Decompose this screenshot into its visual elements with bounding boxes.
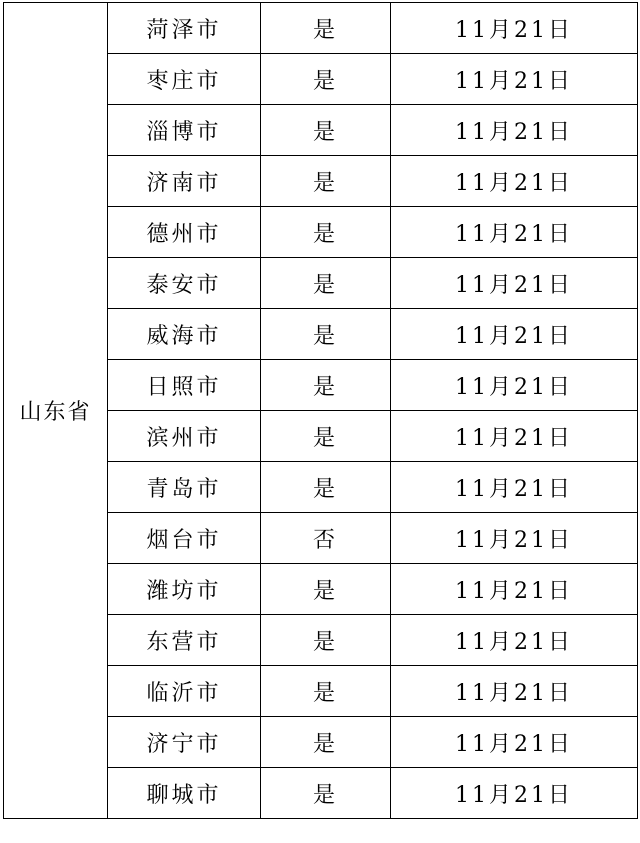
city-cell: 临沂市 (108, 666, 261, 717)
city-cell: 菏泽市 (108, 3, 261, 54)
date-cell: 11月21日 (391, 564, 638, 615)
date-cell: 11月21日 (391, 309, 638, 360)
flag-cell: 否 (261, 513, 391, 564)
date-cell: 11月21日 (391, 156, 638, 207)
flag-cell: 是 (261, 360, 391, 411)
flag-cell: 是 (261, 768, 391, 819)
date-cell: 11月21日 (391, 411, 638, 462)
city-cell: 日照市 (108, 360, 261, 411)
city-cell: 滨州市 (108, 411, 261, 462)
flag-cell: 是 (261, 615, 391, 666)
date-cell: 11月21日 (391, 3, 638, 54)
city-table (3, 2, 638, 819)
date-cell: 11月21日 (391, 768, 638, 819)
date-cell: 11月21日 (391, 666, 638, 717)
flag-cell: 是 (261, 462, 391, 513)
table-row (4, 3, 638, 54)
city-cell: 济宁市 (108, 717, 261, 768)
city-cell: 德州市 (108, 207, 261, 258)
date-cell: 11月21日 (391, 717, 638, 768)
flag-cell: 是 (261, 564, 391, 615)
date-cell: 11月21日 (391, 615, 638, 666)
flag-cell: 是 (261, 666, 391, 717)
flag-cell: 是 (261, 54, 391, 105)
city-cell: 枣庄市 (108, 54, 261, 105)
city-cell: 潍坊市 (108, 564, 261, 615)
flag-cell: 是 (261, 156, 391, 207)
city-cell: 威海市 (108, 309, 261, 360)
flag-cell: 是 (261, 717, 391, 768)
city-cell: 济南市 (108, 156, 261, 207)
flag-cell: 是 (261, 309, 391, 360)
city-cell: 青岛市 (108, 462, 261, 513)
flag-cell: 是 (261, 258, 391, 309)
flag-cell: 是 (261, 411, 391, 462)
date-cell: 11月21日 (391, 360, 638, 411)
date-cell: 11月21日 (391, 105, 638, 156)
date-cell: 11月21日 (391, 513, 638, 564)
date-cell: 11月21日 (391, 54, 638, 105)
date-cell: 11月21日 (391, 207, 638, 258)
city-cell: 烟台市 (108, 513, 261, 564)
flag-cell: 是 (261, 105, 391, 156)
city-cell: 聊城市 (108, 768, 261, 819)
flag-cell: 是 (261, 207, 391, 258)
city-cell: 泰安市 (108, 258, 261, 309)
date-cell: 11月21日 (391, 462, 638, 513)
table-body (4, 3, 638, 819)
province-cell: 山东省 (4, 3, 108, 819)
city-cell: 东营市 (108, 615, 261, 666)
flag-cell: 是 (261, 3, 391, 54)
date-cell: 11月21日 (391, 258, 638, 309)
city-cell: 淄博市 (108, 105, 261, 156)
